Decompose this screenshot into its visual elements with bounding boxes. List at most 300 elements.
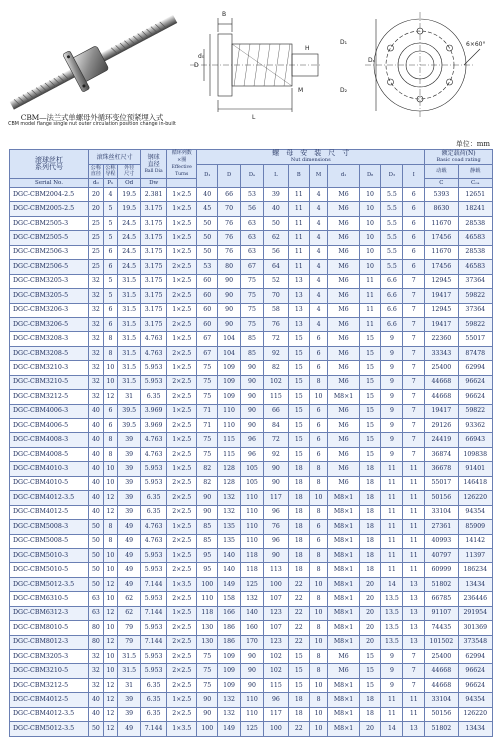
table-cell: 24.5: [118, 245, 141, 259]
table-cell: 15: [359, 375, 381, 389]
table-cell: 20: [89, 188, 104, 202]
table-cell: 49: [118, 548, 141, 562]
table-cell: 6.6: [381, 289, 403, 303]
model-cell: DGC-CBM2506-3: [10, 245, 89, 259]
table-cell: 6: [309, 433, 328, 447]
table-cell: 40993: [425, 534, 458, 548]
table-cell: 5.953: [141, 476, 167, 490]
table-cell: 50: [197, 216, 218, 230]
table-cell: 60: [197, 274, 218, 288]
table-cell: 5.953: [141, 621, 167, 635]
table-cell: 11: [403, 693, 425, 707]
table-cell: 6: [403, 216, 425, 230]
table-cell: 15: [288, 433, 309, 447]
table-cell: 118: [197, 606, 218, 620]
table-cell: 2×2.5: [167, 260, 197, 274]
table-cell: 12: [103, 722, 118, 736]
table-cell: 7: [403, 433, 425, 447]
table-cell: 29126: [425, 419, 458, 433]
table-cell: 1×3.5: [167, 577, 197, 591]
header-sym-c: C: [425, 179, 458, 188]
table-cell: M6: [328, 274, 359, 288]
table-cell: 50: [89, 577, 104, 591]
table-cell: 13.5: [381, 606, 403, 620]
table-cell: 90: [241, 361, 264, 375]
table-cell: 15: [359, 390, 381, 404]
table-cell: 160: [241, 621, 264, 635]
table-cell: 6: [103, 419, 118, 433]
table-cell: 32: [89, 303, 104, 317]
table-cell: 90: [241, 419, 264, 433]
table-cell: 56: [263, 245, 288, 259]
table-cell: 100: [263, 722, 288, 736]
table-cell: 2×2.5: [167, 289, 197, 303]
table-cell: 6.35: [141, 505, 167, 519]
table-cell: 50156: [425, 707, 458, 721]
table-cell: 4: [309, 202, 328, 216]
table-cell: 15: [359, 650, 381, 664]
table-cell: 15: [288, 346, 309, 360]
table-cell: 31.5: [118, 361, 141, 375]
table-cell: 1×2.5: [167, 245, 197, 259]
table-cell: 5.953: [141, 563, 167, 577]
table-cell: 115: [263, 678, 288, 692]
table-cell: 28538: [458, 245, 493, 259]
table-cell: 39: [118, 707, 141, 721]
ball-screw-photo: [6, 8, 176, 112]
table-cell: M8×1: [328, 635, 359, 649]
table-cell: 6.35: [141, 491, 167, 505]
table-cell: 15: [359, 664, 381, 678]
table-cell: 59822: [458, 404, 493, 418]
table-cell: 8: [309, 693, 328, 707]
table-cell: 5.953: [141, 548, 167, 562]
table-cell: M6: [328, 332, 359, 346]
table-cell: 53: [197, 260, 218, 274]
table-cell: 5.953: [141, 375, 167, 389]
table-cell: 10: [359, 188, 381, 202]
table-cell: 170: [241, 635, 264, 649]
header-I: I: [403, 165, 425, 188]
table-cell: 20: [359, 592, 381, 606]
table-cell: 7.144: [141, 722, 167, 736]
table-cell: 40: [89, 404, 104, 418]
table-cell: 11: [288, 188, 309, 202]
table-cell: 22: [288, 577, 309, 591]
table-cell: 4: [309, 289, 328, 303]
table-cell: 76: [218, 245, 241, 259]
table-cell: 63: [241, 231, 264, 245]
table-cell: 49: [118, 722, 141, 736]
table-cell: M6: [328, 404, 359, 418]
table-cell: 75: [241, 303, 264, 317]
header-series: [10, 150, 89, 179]
table-cell: 84: [263, 419, 288, 433]
table-cell: 19.5: [118, 188, 141, 202]
table-cell: 2×2.5: [167, 419, 197, 433]
header-circuits-en: Effective Turns: [171, 165, 192, 177]
header-ball: [141, 150, 167, 179]
model-cell: DGC-CBM8012-3: [10, 635, 89, 649]
table-cell: M6: [328, 188, 359, 202]
table-row: [10, 202, 493, 216]
table-cell: 40: [89, 433, 104, 447]
specification-table-container: [9, 149, 493, 737]
table-cell: 11: [381, 505, 403, 519]
drawing-label-angle: 6×60°: [466, 41, 486, 48]
table-cell: 24.5: [118, 260, 141, 274]
table-cell: 96: [241, 447, 264, 461]
table-cell: 51802: [425, 577, 458, 591]
table-cell: 32: [89, 361, 104, 375]
table-cell: 11670: [425, 216, 458, 230]
table-cell: 75: [197, 678, 218, 692]
table-cell: 10: [103, 592, 118, 606]
table-cell: 3.969: [141, 419, 167, 433]
model-cell: DGC-CBM3210-5: [10, 375, 89, 389]
table-cell: 123: [263, 606, 288, 620]
table-cell: 4.763: [141, 346, 167, 360]
header-circuits: [167, 150, 197, 179]
table-cell: 132: [218, 491, 241, 505]
table-row: [10, 563, 493, 577]
table-cell: 96624: [458, 664, 493, 678]
table-cell: 39.5: [118, 404, 141, 418]
table-cell: 15: [288, 664, 309, 678]
table-cell: 18: [288, 534, 309, 548]
table-cell: 12: [103, 693, 118, 707]
table-cell: 6: [309, 419, 328, 433]
table-cell: 6: [103, 260, 118, 274]
table-cell: 110: [218, 419, 241, 433]
model-cell: DGC-CBM4012-5: [10, 505, 89, 519]
table-cell: 6: [309, 361, 328, 375]
model-cell: DGC-CBM3212-5: [10, 678, 89, 692]
table-cell: 104: [218, 346, 241, 360]
caption-english: CBM model flange single nut outer circulation position change in-built: [8, 122, 176, 127]
table-cell: 82: [197, 476, 218, 490]
table-row: [10, 216, 493, 230]
model-cell: DGC-CBM5012-3.5: [10, 577, 89, 591]
table-cell: 19417: [425, 289, 458, 303]
table-cell: 9: [381, 664, 403, 678]
table-cell: 50: [197, 231, 218, 245]
table-cell: 96624: [458, 390, 493, 404]
model-cell: DGC-CBM3208-5: [10, 346, 89, 360]
table-cell: 10: [309, 390, 328, 404]
model-cell: DGC-CBM3212-5: [10, 390, 89, 404]
table-cell: 140: [218, 548, 241, 562]
table-cell: 96: [263, 534, 288, 548]
table-cell: 7: [403, 664, 425, 678]
table-cell: M8×1: [328, 678, 359, 692]
table-cell: 109: [218, 650, 241, 664]
table-row: [10, 245, 493, 259]
table-cell: 2×2.5: [167, 505, 197, 519]
header-sym-ph: Pₕ: [103, 179, 118, 188]
table-cell: 32: [89, 332, 104, 346]
table-cell: 5.953: [141, 664, 167, 678]
table-cell: 123: [263, 635, 288, 649]
table-cell: 107: [263, 592, 288, 606]
table-cell: 158: [218, 592, 241, 606]
table-row: [10, 462, 493, 476]
table-cell: 90: [197, 491, 218, 505]
table-cell: 31.5: [118, 650, 141, 664]
table-row: [10, 375, 493, 389]
header-D3: D₃: [381, 165, 403, 188]
table-cell: 44668: [425, 375, 458, 389]
table-cell: 5.5: [381, 260, 403, 274]
table-cell: 32: [89, 346, 104, 360]
table-cell: 132: [218, 693, 241, 707]
model-cell: DGC-CBM4006-5: [10, 419, 89, 433]
table-cell: 110: [241, 520, 264, 534]
table-cell: M6: [328, 476, 359, 490]
table-cell: 1×2.5: [167, 361, 197, 375]
table-cell: 18: [359, 563, 381, 577]
table-cell: 8: [309, 476, 328, 490]
header-nut-dims: [197, 150, 425, 165]
table-cell: 5.5: [381, 216, 403, 230]
table-cell: 5.953: [141, 361, 167, 375]
table-cell: 10: [309, 707, 328, 721]
table-cell: 15: [359, 433, 381, 447]
table-cell: 18: [288, 491, 309, 505]
table-cell: M8×1: [328, 390, 359, 404]
table-cell: 186: [218, 635, 241, 649]
table-cell: 90: [241, 650, 264, 664]
table-cell: 110: [218, 404, 241, 418]
table-cell: 13434: [458, 722, 493, 736]
header-static: 静载: [458, 165, 493, 179]
table-cell: 39: [118, 447, 141, 461]
table-row: [10, 678, 493, 692]
drawing-label-h: H: [305, 45, 310, 52]
table-cell: 10: [309, 606, 328, 620]
table-cell: 117: [263, 491, 288, 505]
table-cell: 10: [309, 678, 328, 692]
table-cell: 24419: [425, 433, 458, 447]
table-cell: 18: [288, 563, 309, 577]
table-row: [10, 548, 493, 562]
table-cell: 10: [103, 650, 118, 664]
table-cell: 2×2.5: [167, 678, 197, 692]
table-cell: 4: [309, 260, 328, 274]
table-cell: 7: [403, 404, 425, 418]
table-cell: 18: [359, 693, 381, 707]
model-cell: DGC-CBM4012-5: [10, 693, 89, 707]
table-cell: 1×2.5: [167, 462, 197, 476]
table-cell: 3.175: [141, 216, 167, 230]
table-cell: 9: [381, 678, 403, 692]
table-cell: 15: [359, 404, 381, 418]
table-cell: 63: [89, 606, 104, 620]
table-cell: 70: [218, 202, 241, 216]
table-cell: 20: [359, 577, 381, 591]
table-cell: 10: [359, 245, 381, 259]
table-cell: 3.175: [141, 260, 167, 274]
table-cell: M8×1: [328, 548, 359, 562]
table-cell: 24.5: [118, 231, 141, 245]
table-cell: 11: [403, 520, 425, 534]
table-cell: 85: [197, 520, 218, 534]
table-cell: 46583: [458, 260, 493, 274]
table-cell: 10: [103, 375, 118, 389]
table-cell: 63: [241, 216, 264, 230]
table-cell: 60: [197, 303, 218, 317]
table-cell: 11: [381, 476, 403, 490]
model-cell: DGC-CBM3205-3: [10, 274, 89, 288]
table-cell: 11: [381, 707, 403, 721]
table-cell: 11: [288, 245, 309, 259]
table-cell: 14: [381, 722, 403, 736]
table-cell: 62: [118, 606, 141, 620]
table-cell: 67: [197, 332, 218, 346]
table-cell: 2.381: [141, 188, 167, 202]
table-cell: 79: [118, 635, 141, 649]
table-cell: 90: [197, 707, 218, 721]
table-row: [10, 433, 493, 447]
table-cell: 4: [309, 231, 328, 245]
table-cell: 76: [218, 231, 241, 245]
table-cell: M6: [328, 419, 359, 433]
table-row: [10, 274, 493, 288]
model-cell: DGC-CBM2005-2.5: [10, 202, 89, 216]
table-cell: 1×2.5: [167, 606, 197, 620]
table-cell: 80: [89, 635, 104, 649]
table-cell: 95: [197, 563, 218, 577]
table-cell: 9: [381, 361, 403, 375]
table-cell: 10: [103, 361, 118, 375]
table-cell: 6.35: [141, 390, 167, 404]
table-cell: 4: [309, 216, 328, 230]
table-cell: 6.35: [141, 693, 167, 707]
table-cell: 40: [89, 476, 104, 490]
table-cell: 2×2.5: [167, 390, 197, 404]
table-cell: 8: [309, 548, 328, 562]
table-cell: M6: [328, 447, 359, 461]
table-cell: 15: [359, 361, 381, 375]
table-cell: 90: [218, 303, 241, 317]
table-cell: 67: [197, 346, 218, 360]
table-cell: 10: [359, 216, 381, 230]
table-cell: 10: [309, 635, 328, 649]
header-sym-blank: [167, 179, 197, 188]
table-cell: 75: [241, 289, 264, 303]
table-cell: 13: [288, 289, 309, 303]
table-cell: 8: [309, 650, 328, 664]
table-cell: 15: [288, 361, 309, 375]
table-cell: 7: [403, 274, 425, 288]
header-sym-coa: Cₒₐ: [458, 179, 493, 188]
table-cell: 90: [241, 390, 264, 404]
table-cell: 7.144: [141, 635, 167, 649]
table-row: [10, 693, 493, 707]
table-row: [10, 404, 493, 418]
table-cell: 109: [218, 678, 241, 692]
table-cell: 13: [288, 303, 309, 317]
table-cell: 4.763: [141, 332, 167, 346]
table-cell: 132: [241, 592, 264, 606]
model-cell: DGC-CBM3206-5: [10, 317, 89, 331]
table-cell: 8: [103, 447, 118, 461]
table-cell: 66943: [458, 433, 493, 447]
table-cell: 8: [103, 346, 118, 360]
table-cell: 14: [381, 577, 403, 591]
table-cell: 56: [241, 202, 264, 216]
table-cell: 3.175: [141, 245, 167, 259]
table-cell: 291954: [458, 606, 493, 620]
table-cell: 18: [359, 491, 381, 505]
table-cell: 1×2.5: [167, 202, 197, 216]
table-cell: 4: [309, 274, 328, 288]
table-cell: 85: [241, 346, 264, 360]
table-cell: 118: [241, 563, 264, 577]
table-cell: 12: [103, 635, 118, 649]
table-cell: 11: [381, 491, 403, 505]
table-row: [10, 303, 493, 317]
table-cell: 6: [403, 188, 425, 202]
model-cell: DGC-CBM6312-3: [10, 606, 89, 620]
header-load: [425, 150, 493, 165]
model-cell: DGC-CBM5012-3.5: [10, 722, 89, 736]
table-cell: 33343: [425, 346, 458, 360]
table-cell: 109838: [458, 447, 493, 461]
table-cell: 8: [309, 462, 328, 476]
table-cell: 12945: [425, 303, 458, 317]
table-cell: 2×2.5: [167, 563, 197, 577]
table-cell: 31.5: [118, 375, 141, 389]
table-cell: 40797: [425, 548, 458, 562]
table-cell: M8×1: [328, 621, 359, 635]
specification-table: [9, 149, 493, 737]
table-cell: M6: [328, 650, 359, 664]
table-cell: 50: [89, 548, 104, 562]
table-cell: 4: [309, 317, 328, 331]
table-cell: 7: [403, 419, 425, 433]
table-cell: 18: [359, 476, 381, 490]
table-cell: 22360: [425, 332, 458, 346]
model-cell: DGC-CBM2505-3: [10, 216, 89, 230]
table-cell: 3.175: [141, 289, 167, 303]
table-cell: M8×1: [328, 592, 359, 606]
table-cell: M6: [328, 245, 359, 259]
table-cell: 62: [118, 592, 141, 606]
table-cell: 2×2.5: [167, 650, 197, 664]
table-cell: 39: [118, 505, 141, 519]
table-cell: 4: [309, 188, 328, 202]
table-cell: 96: [263, 505, 288, 519]
table-cell: 12: [103, 505, 118, 519]
table-row: [10, 447, 493, 461]
table-cell: 166: [218, 606, 241, 620]
header-L: L: [263, 165, 288, 188]
table-cell: 31.5: [118, 346, 141, 360]
table-cell: 18241: [458, 202, 493, 216]
table-cell: 5: [103, 202, 118, 216]
table-cell: 132: [218, 505, 241, 519]
table-cell: 15: [288, 650, 309, 664]
table-cell: 50: [263, 216, 288, 230]
drawing-label-da: Dₐ: [368, 57, 375, 64]
table-cell: 9: [381, 390, 403, 404]
table-cell: 87478: [458, 346, 493, 360]
table-cell: M8×1: [328, 520, 359, 534]
table-cell: 60999: [425, 563, 458, 577]
table-cell: 44668: [425, 664, 458, 678]
header-od: 外径 尺寸: [118, 165, 141, 179]
